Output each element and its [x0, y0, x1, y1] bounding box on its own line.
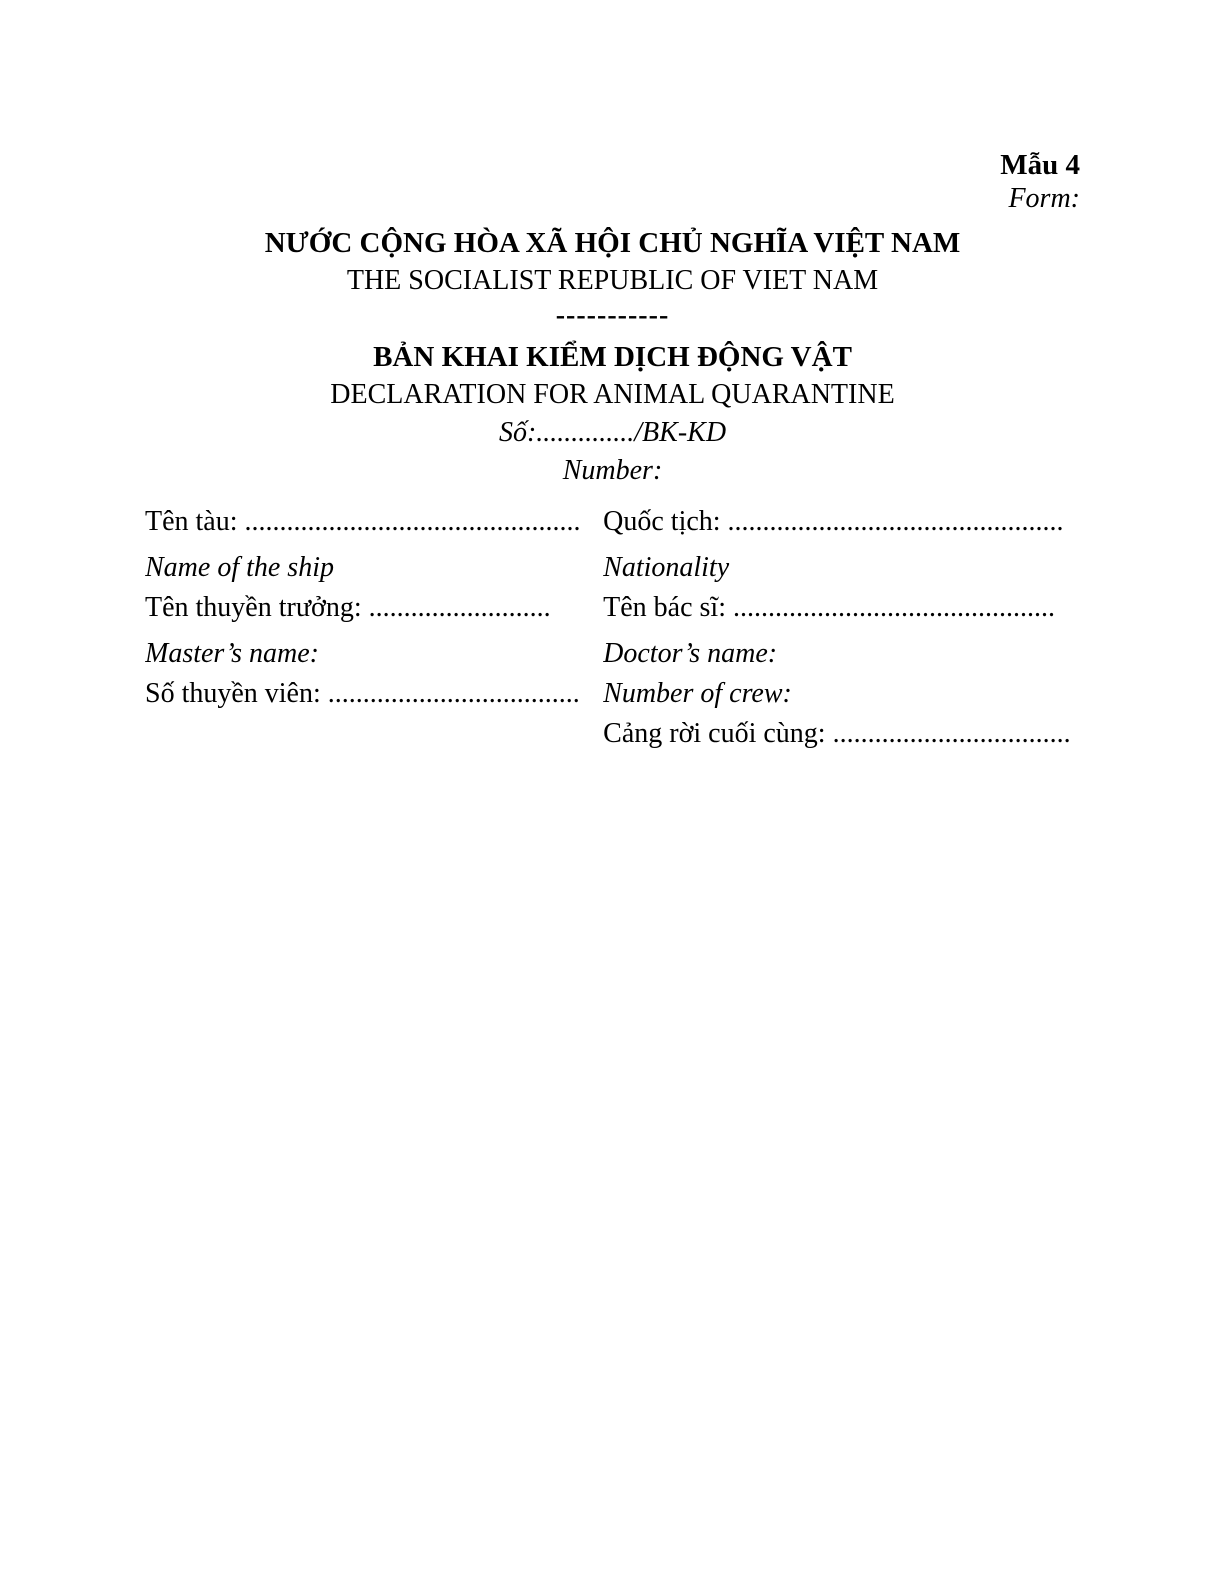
- field-doctor-name-vi: Tên bác sĩ: ..............................................: [603, 592, 1055, 623]
- doc-number-en: Number:: [562, 455, 663, 486]
- country-title-en: THE SOCIALIST REPUBLIC OF VIET NAM: [346, 265, 879, 296]
- field-doctor-name-en: Doctor’s name:: [603, 638, 778, 669]
- form-tag-label-en: Form:: [1008, 183, 1080, 214]
- field-master-name-en: Master’s name:: [145, 638, 319, 669]
- field-ship-name-en: Name of the ship: [145, 552, 334, 583]
- form-fields: [145, 502, 1080, 754]
- spacer-cell: [145, 714, 603, 754]
- field-crew-count-vi: Số thuyền viên: ....................................: [145, 678, 580, 709]
- title-block: [145, 224, 1080, 490]
- field-ship-name-vi: Tên tàu: ................................................: [145, 506, 581, 537]
- field-master-name-vi: Tên thuyền trưởng: ..........................: [145, 592, 551, 623]
- form-tag-block: [145, 148, 1080, 216]
- field-last-port-vi: Cảng rời cuối cùng: ..................................: [603, 718, 1071, 749]
- field-nationality-en: Nationality: [603, 552, 730, 583]
- doc-number-vi: Số:............../BK-KD: [498, 417, 727, 448]
- country-title-vi: NƯỚC CỘNG HÒA XÃ HỘI CHỦ NGHĨA VIỆT NAM: [264, 227, 961, 259]
- doc-title-vi: BẢN KHAI KIỂM DỊCH ĐỘNG VẬT: [373, 341, 852, 373]
- doc-title-en: DECLARATION FOR ANIMAL QUARANTINE: [330, 379, 895, 410]
- divider-dashes: -----------: [555, 300, 670, 331]
- form-tag-label: Mẫu 4: [1000, 149, 1080, 181]
- field-crew-count-en: Number of crew:: [603, 678, 792, 709]
- field-nationality-vi: Quốc tịch: ................................................: [603, 506, 1064, 537]
